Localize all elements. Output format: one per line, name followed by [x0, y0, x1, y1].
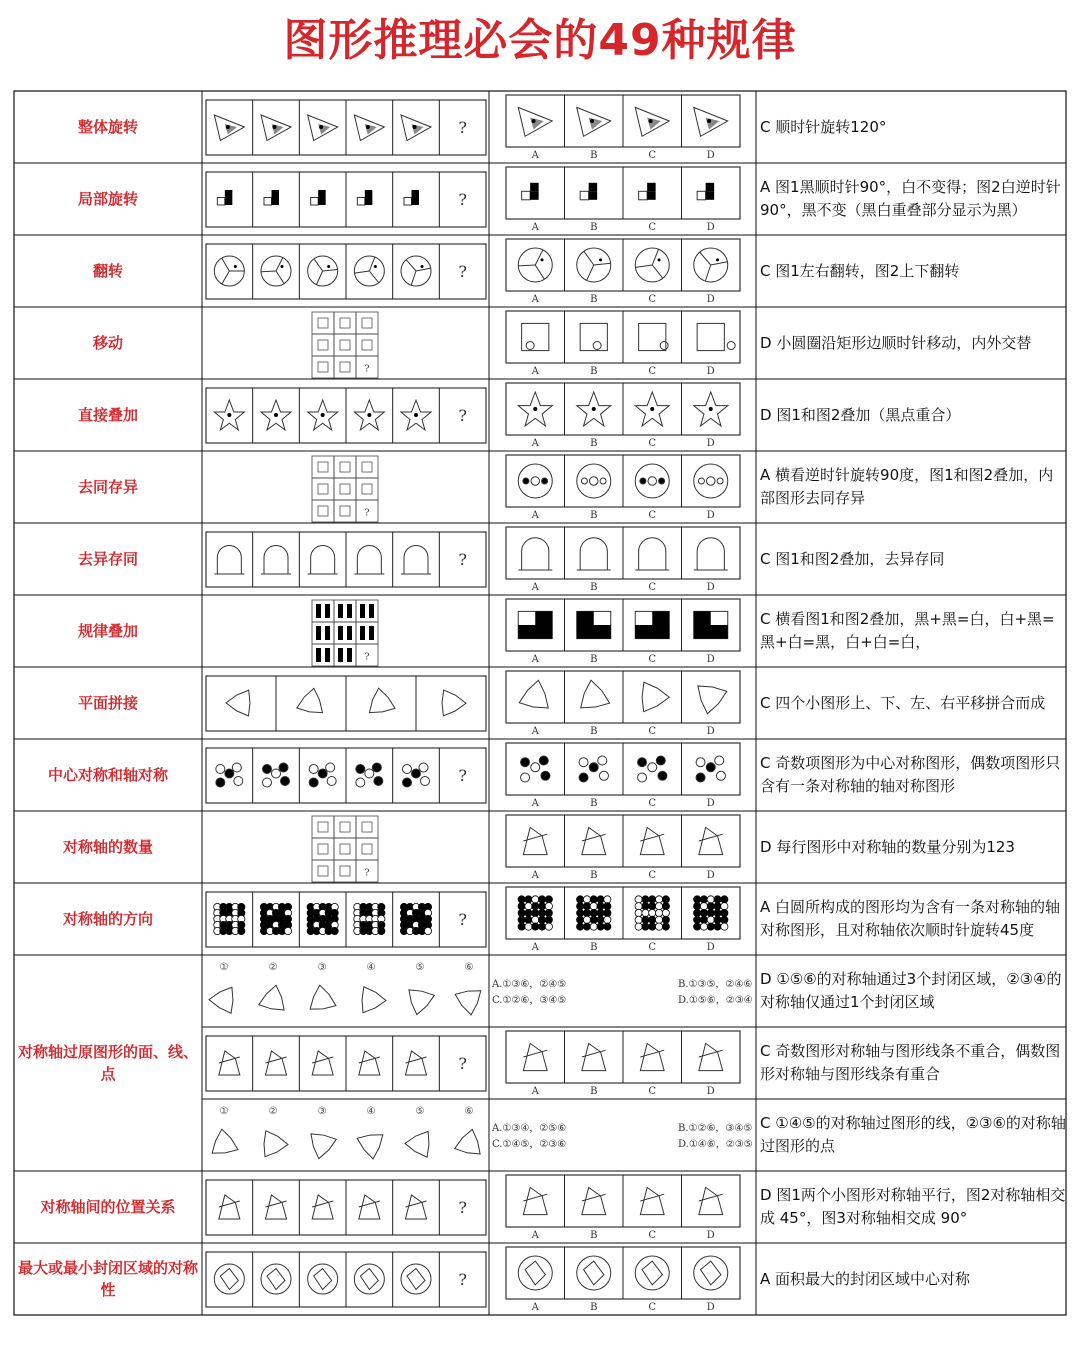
option-label: D	[706, 942, 715, 953]
category-label: 直接叠加	[77, 406, 138, 424]
question-cell	[312, 816, 378, 882]
options-strip	[506, 311, 740, 363]
category-label: 对称轴的数量	[62, 838, 153, 856]
question-mark: ?	[458, 1054, 467, 1073]
question-mark: ?	[458, 406, 467, 425]
answer-text: C 奇数图形对称轴与图形线条不重合，偶数图形对称轴与图形线条有重合	[760, 1042, 1061, 1083]
options-strip	[506, 527, 740, 579]
answer-text: C ①④⑤的对称轴过图形的线，②③⑥的对称轴过图形的点	[760, 1114, 1066, 1155]
option-label: D	[706, 294, 715, 305]
options-strip	[506, 815, 740, 867]
question-strip	[206, 1036, 486, 1091]
option-label: C	[648, 294, 657, 305]
options-cell	[522, 183, 715, 233]
option-label: D	[706, 510, 715, 521]
answer-text: C 图1左右翻转，图2上下翻转	[760, 261, 960, 280]
circled-number: ③	[317, 1106, 327, 1117]
question-strip	[206, 532, 486, 587]
options-strip	[506, 671, 740, 723]
options-strip	[506, 1031, 740, 1083]
answer-text: D ①⑤⑥的对称轴通过3个封闭区域，②③④的对称轴仅通过1个封闭区域	[760, 970, 1062, 1011]
question-strip	[206, 892, 486, 947]
option-label: A	[531, 366, 539, 377]
answer-text: D 图1两个小图形对称轴平行，图2对称轴相交成 45°，图3对称轴相交成 90°	[760, 1186, 1066, 1227]
question-mark: ?	[364, 868, 370, 879]
question-cell	[216, 763, 467, 787]
category-label: 最大或最小封闭区域的对称性	[17, 1259, 198, 1299]
option-label: B	[590, 798, 598, 809]
option-label: C	[648, 510, 657, 521]
question-mark: ?	[458, 766, 467, 785]
option-label: A	[531, 438, 539, 449]
answer-choice: B.①③⑤，②④⑥	[678, 979, 753, 990]
question-mark: ?	[364, 508, 370, 519]
category-label: 去异存同	[77, 550, 138, 568]
circled-number: ①	[219, 1106, 229, 1117]
answer-text: D 小圆圈沿矩形边顺时针移动，内外交替	[760, 333, 1032, 352]
circled-number: ③	[317, 962, 327, 973]
options-strip	[506, 1175, 740, 1227]
question-strip	[206, 1252, 486, 1307]
question-cell	[209, 962, 481, 1015]
option-label: A	[531, 1230, 539, 1241]
option-label: A	[531, 1086, 539, 1097]
option-label: A	[531, 798, 539, 809]
question-cell	[219, 1195, 467, 1219]
option-label: A	[531, 582, 539, 593]
option-label: B	[590, 222, 598, 233]
question-strip	[206, 244, 486, 299]
option-label: B	[590, 654, 598, 665]
question-mark: ?	[458, 118, 467, 137]
answer-choice: C.①②⑥，③④⑤	[492, 995, 567, 1006]
option-label: B	[590, 1302, 598, 1313]
answer-choice: A.①③④，②⑤⑥	[492, 1123, 567, 1134]
question-strip	[206, 748, 486, 803]
category-label: 去同存异	[77, 478, 138, 496]
option-label: D	[706, 726, 715, 737]
question-strip	[206, 388, 486, 443]
question-strip	[206, 172, 486, 227]
options-strip	[506, 167, 740, 219]
option-label: D	[706, 150, 715, 161]
answer-text: C 横看图1和图2叠加，黑+黑=白，白+黑=黑+白=黑，白+白=白，	[760, 610, 1055, 651]
option-label: A	[531, 726, 539, 737]
option-label: C	[648, 150, 657, 161]
question-mark: ?	[458, 1270, 467, 1289]
options-cell	[491, 1123, 753, 1150]
option-label: A	[531, 654, 539, 665]
question-strip	[206, 100, 486, 155]
question-mark: ?	[458, 550, 467, 569]
answer-choice: C.①④⑤，②③⑥	[492, 1139, 567, 1150]
option-label: B	[590, 726, 598, 737]
answer-choice: D.①④⑥，②③⑤	[678, 1139, 753, 1150]
option-label: B	[590, 1086, 598, 1097]
circled-number: ⑤	[415, 962, 425, 973]
option-label: A	[531, 510, 539, 521]
answer-text: A 白圆所构成的图形均为含有一条对称轴的轴对称图形，且对称轴依次顺时针旋转45度	[760, 898, 1061, 939]
option-label: D	[706, 222, 715, 233]
category-label: 翻转	[92, 262, 123, 280]
answer-text: C 四个小图形上、下、左、右平移拼合而成	[760, 693, 1046, 712]
question-cell	[219, 1051, 467, 1075]
options-cell	[491, 979, 753, 1006]
answer-text: C 奇数项图形为中心对称图形，偶数项图形只含有一条对称轴的轴对称图形	[760, 754, 1061, 795]
answer-text: D 每行图形中对称轴的数量分别为123	[760, 837, 1015, 856]
option-label: C	[648, 366, 657, 377]
options-strip	[506, 239, 740, 291]
category-label: 规律叠加	[77, 622, 138, 640]
answer-text: A 横看逆时针旋转90度，图1和图2叠加，内部图形去同存异	[760, 466, 1054, 507]
option-label: C	[648, 654, 657, 665]
answer-text: A 图1黑顺时针90°，白不变得；图2白逆时针90°，黑不变（黑白重叠部分显示为黑）	[760, 178, 1061, 219]
option-label: C	[648, 942, 657, 953]
options-strip	[506, 1247, 740, 1299]
option-label: B	[590, 366, 598, 377]
option-label: B	[590, 582, 598, 593]
option-label: C	[648, 438, 657, 449]
option-label: D	[706, 366, 715, 377]
circled-number: ④	[366, 1106, 376, 1117]
option-label: B	[590, 942, 598, 953]
question-mark: ?	[458, 190, 467, 209]
option-label: C	[648, 1302, 657, 1313]
option-label: B	[590, 294, 598, 305]
option-label: C	[648, 870, 657, 881]
option-label: D	[706, 798, 715, 809]
option-label: C	[648, 582, 657, 593]
option-label: A	[531, 150, 539, 161]
option-label: D	[706, 870, 715, 881]
question-cell	[212, 1106, 480, 1159]
question-mark: ?	[364, 364, 370, 375]
category-label: 局部旋转	[77, 190, 138, 208]
category-label: 平面拼接	[77, 694, 138, 712]
circled-number: ⑤	[415, 1106, 425, 1117]
option-label: A	[531, 942, 539, 953]
option-label: C	[648, 1086, 657, 1097]
answer-choice: B.①②⑥，③④⑤	[678, 1123, 753, 1134]
option-label: C	[648, 222, 657, 233]
option-label: A	[531, 222, 539, 233]
options-cell	[522, 323, 736, 377]
option-label: B	[590, 150, 598, 161]
circled-number: ⑥	[464, 962, 474, 973]
circled-number: ②	[268, 962, 278, 973]
circled-number: ⑥	[464, 1106, 474, 1117]
question-mark: ?	[364, 652, 370, 663]
circled-number: ①	[219, 962, 229, 973]
option-label: A	[531, 870, 539, 881]
answer-text: D 图1和图2叠加（黑点重合）	[760, 405, 961, 424]
answer-text: C 图1和图2叠加，去异存同	[760, 549, 945, 568]
question-mark: ?	[458, 910, 467, 929]
option-label: D	[706, 1230, 715, 1241]
category-label: 对称轴的方向	[62, 910, 153, 928]
question-cell	[214, 903, 467, 934]
answer-text: A 面积最大的封闭区域中心对称	[760, 1269, 971, 1288]
option-label: B	[590, 1230, 598, 1241]
question-strip	[206, 1180, 486, 1235]
option-label: D	[706, 1086, 715, 1097]
option-label: D	[706, 438, 715, 449]
option-label: B	[590, 510, 598, 521]
options-strip	[506, 383, 740, 435]
category-label: 对称轴过原图形的面、线、点	[17, 1043, 198, 1083]
question-cell	[312, 456, 378, 522]
question-strip	[206, 676, 486, 731]
answer-choice: A.①③⑥，②④⑤	[492, 979, 567, 990]
question-cell	[312, 600, 378, 666]
category-label: 整体旋转	[77, 118, 138, 136]
options-strip	[506, 743, 740, 795]
page-title: 图形推理必会的49种规律	[283, 15, 797, 66]
answer-text: C 顺时针旋转120°	[760, 117, 887, 136]
option-label: D	[706, 654, 715, 665]
circled-number: ②	[268, 1106, 278, 1117]
circled-number: ④	[366, 962, 376, 973]
option-label: D	[706, 582, 715, 593]
question-cell	[217, 190, 467, 209]
category-label: 对称轴间的位置关系	[40, 1198, 176, 1216]
category-label: 中心对称和轴对称	[47, 766, 168, 784]
option-label: D	[706, 1302, 715, 1313]
option-label: B	[590, 438, 598, 449]
option-label: A	[531, 1302, 539, 1313]
option-label: C	[648, 1230, 657, 1241]
question-cell	[312, 312, 378, 378]
option-label: C	[648, 726, 657, 737]
question-mark: ?	[458, 1198, 467, 1217]
option-label: B	[590, 870, 598, 881]
question-mark: ?	[458, 262, 467, 281]
category-label: 移动	[92, 334, 123, 352]
option-label: A	[531, 294, 539, 305]
option-label: C	[648, 798, 657, 809]
answer-choice: D.①⑤⑥，②③④	[678, 995, 753, 1006]
